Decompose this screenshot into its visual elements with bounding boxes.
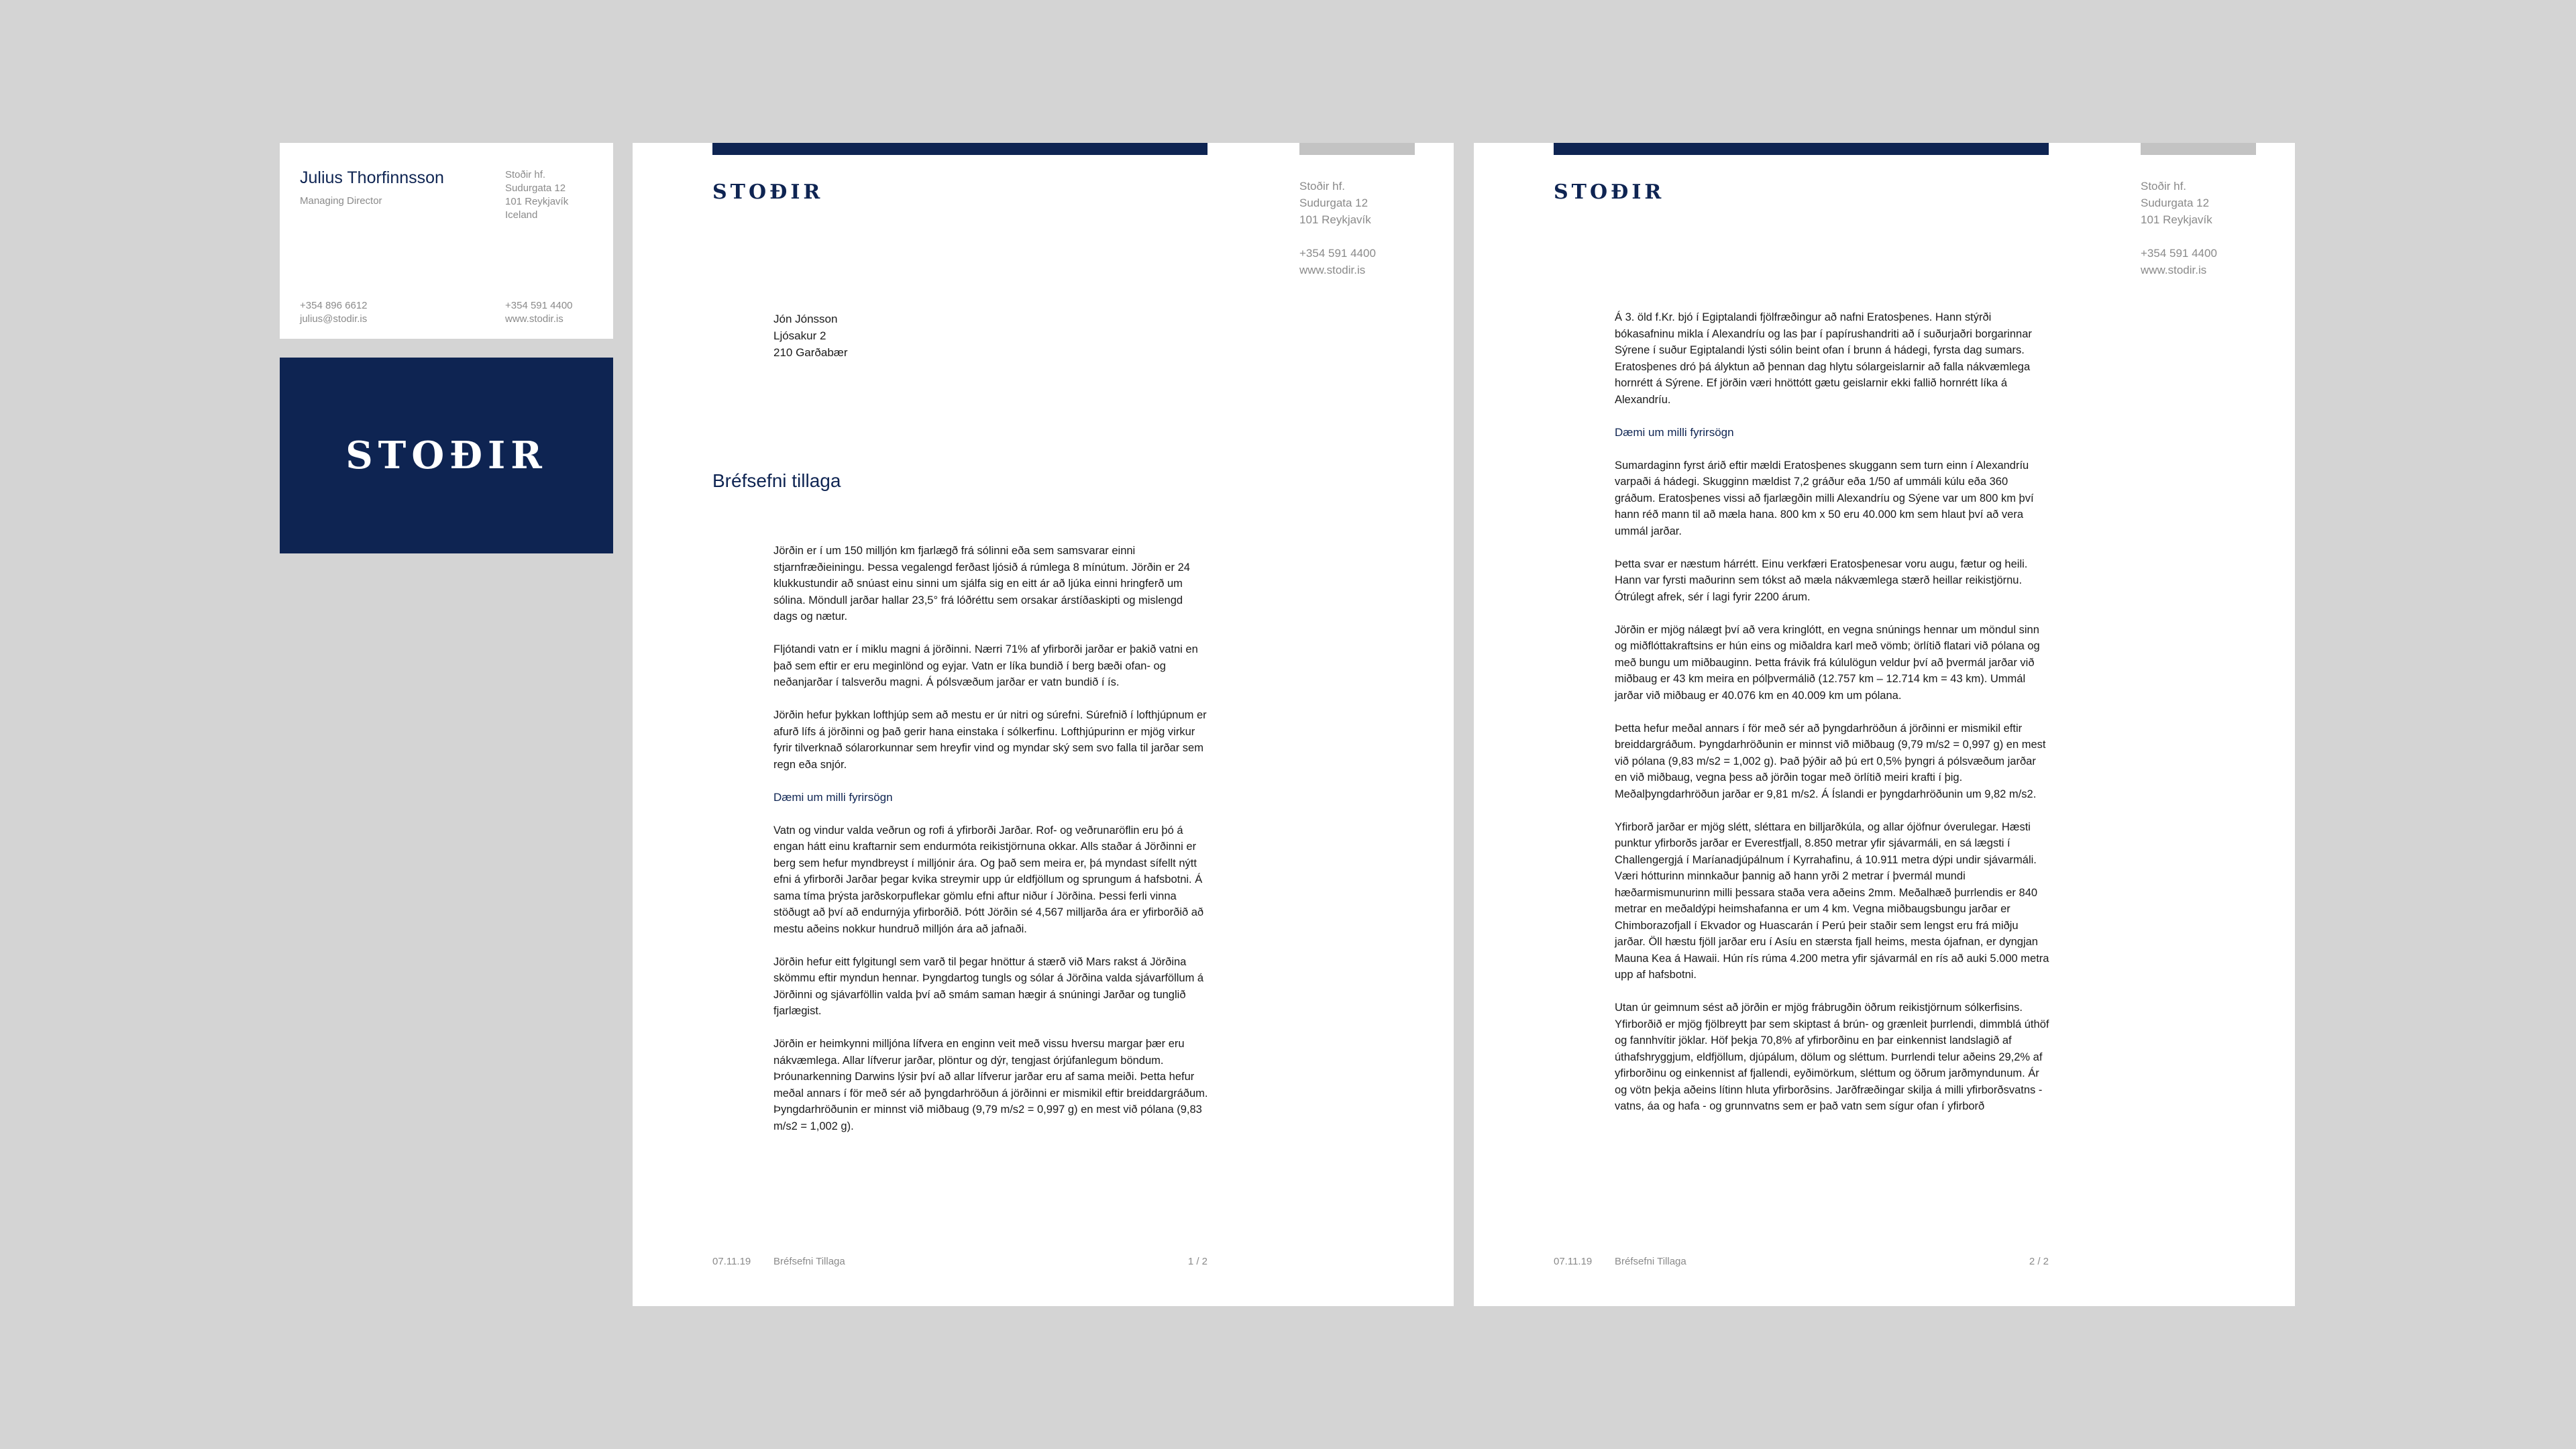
header-bar-navy: [1554, 143, 2049, 155]
footer-date: 07.11.19: [712, 1256, 751, 1267]
body-paragraph: Jörðin er í um 150 milljón km fjarlægð frá sólinni eða sem samsvarar einni stjarnfræðieiningu. Þessa vegalengd ferðast ljósið á rúmlega 8 mínútum. Jörðin er 24 klukkustundir að snúast einu sinni um sjálfa sig en eitt ár að ljúka einni hringferð um sólina. Möndull jarðar hallar 23,5° frá lóðréttu sem orsakar árstíðaskipti og mislengd dags og nætur.: [773, 545, 1190, 623]
letterhead-logo: STOÐIR: [1554, 180, 1665, 204]
letter-body: [1615, 309, 2051, 1131]
body-paragraph: Jörðin hefur eitt fylgitungl sem varð til þegar hnöttur á stærð við Mars rakst á Jörðina skömmu eftir myndun hennar. Þyngdartog tungls og sólar á Jörðina valda sjávarföllum á Jörðinni og sjávarföllin valda því að smám saman hægir á snúningi Jarðar og tunglið fjarlægist.: [773, 955, 1204, 1017]
sub-heading: Dæmi um milli fyrirsögn: [773, 790, 893, 804]
business-card-front: [280, 143, 613, 339]
letterhead-contact: +354 591 4400 www.stodir.is: [2141, 247, 2217, 276]
footer-title: Bréfsefni Tillaga: [773, 1256, 845, 1267]
recipient-address: Jón Jónsson Ljósakur 2 210 Garðabær: [773, 313, 848, 359]
body-paragraph: Vatn og vindur valda veðrun og rofi á yfirborði Jarðar. Rof- og veðrunaröflin eru þó á engan hátt einu kraftarnir sem endurmóta reikistjörnuna okkar. Alls staðar á Jörðinni er berg sem hefur myndbreyst í milljónir ára. Og það sem meira er, þá myndast sífellt nýtt efni á yfirborði Jarðar þegar kvika streymir upp úr eldfjöllum og sprungum á hafsbotni. Á sama tíma þrýsta jarðskorpuflekar gömlu efni aftur niður í Jörðina. Þessi ferli vinna stöðugt að því að endurnýja yfirborðið. Þótt Jörðin sé 4,567 milljarða ára er yfirborðið að mestu aðeins nokkur hundruð milljón ára að jafnaði.: [773, 824, 1204, 935]
letterhead-contact: +354 591 4400 www.stodir.is: [1299, 247, 1376, 276]
card-personal-contact: +354 896 6612 julius@stodir.is: [300, 300, 368, 325]
footer-page-number: 1 / 2: [1187, 1256, 1208, 1267]
body-paragraph: Á 3. öld f.Kr. bjó í Egiptalandi fjölfræðingur að nafni Eratosþenes. Hann stýrði bókasafninu mikla í Alexandríu og las þar í papírushandriti að í suðurjaðri borgarinnar Sýrene í suður Egiptalandi lýsti sólin beint ofan í brunn á hádegi, fyrsta dag sumars. Eratosþenes dró þá ályktun að þennan dag hlytu sólargeislarnir að falla nákvæmlega hornrétt á Sýrene. Ef jörðin væri hnöttótt gætu geislarnir ekki fallið hornrétt líka á Alexandríu.: [1615, 311, 2032, 406]
sub-heading: Dæmi um milli fyrirsögn: [1615, 425, 1734, 439]
footer-date: 07.11.19: [1554, 1256, 1593, 1267]
footer-page-number: 2 / 2: [2029, 1256, 2049, 1267]
letter-page-2: [1474, 143, 2295, 1306]
card-company-contact: +354 591 4400 www.stodir.is: [505, 300, 573, 325]
header-bar-navy: [712, 143, 1208, 155]
header-bar-grey: [1299, 143, 1415, 155]
body-paragraph: Fljótandi vatn er í miklu magni á jörðinni. Nærri 71% af yfirborði jarðar er þakið vatni en það sem eftir er eru meginlönd og eyjar. Vatn er líka bundið í berg bæði ofan- og neðanjarðar í talsverðu magni. Á pólsvæðum jarðar er vatn bundið í ís.: [773, 643, 1198, 688]
card-back-logo: STOÐIR: [345, 433, 547, 478]
body-paragraph: Jörðin er mjög nálægt því að vera kringlótt, en vegna snúnings hennar um möndul sinn og miðflóttakraftsins er hún eins og miðaldra karl með vömb; örlítið flatari við pólana og með bungu um miðbauginn. Þetta frávik frá kúlulögun veldur því að þvermál jarðar við miðbaug er 43 km meira en pólþvermálið (12.757 km – 12.714 km = 43 km). Ummál jarðar við miðbaug er 40.076 km en 40.009 km um pólana.: [1615, 623, 2040, 702]
letter-subject: Bréfsefni tillaga: [712, 470, 841, 491]
business-card-back: [280, 358, 613, 553]
body-paragraph: Jörðin er heimkynni milljóna lífvera en enginn veit með vissu hversu margar þær eru nákvæmlega. Allar lífverur jarðar, plöntur og dýr, tengjast órjúfanlegum böndum. Þróunarkenning Darwins lýsir því að allar lífverur jarðar eru af sama meiði. Þetta hefur meðal annars í för með sér að þyngdarhröðun á jörðinni er mismikil eftir breiddargráðum. Þyngdarhröðunin er minnst við miðbaug (9,79 m/s2 = 0,997 g) en mest við pólana (9,83 m/s2 = 1,002 g).: [773, 1038, 1208, 1132]
card-name: Julius Thorfinnsson: [300, 168, 444, 187]
body-paragraph: Utan úr geimnum sést að jörðin er mjög frábrugðin öðrum reikistjörnum sólkerfisins. Yfirborðið er mjög fjölbreytt þar sem skiptast á brún- og grænleit þurrlendi, dimmblá úthöf og fannhvítir jöklar. Höf þekja 70,8% af yfirborðinu en þar einkennist landslagið af úthafshryggjum, eldfjöllum, djúpálum, dölum og sléttum. Þurrlendi telur aðeins 29,2% af yfirborðinu og einkennist af fjallendi, eyðimörkum, sléttum og öðrum jarðmyndunum. Ár og vötn þekja aðeins lítinn hluta yfirborðsins. Jarðfræðingar skilja á milli yfirborðsvatns - vatns, áa og hafa - og grunnvatns sem er það vatn sem sígur ofan í yfirborð: [1615, 1002, 2049, 1112]
card-company-address: Stoðir hf. Sudurgata 12 101 Reykjavík Iceland: [505, 169, 569, 221]
body-paragraph: Jörðin hefur þykkan lofthjúp sem að mestu er úr nitri og súrefni. Súrefnið í lofthjúpnum er afurð lífs á jörðinni og það gerir hana einstaka í sólkerfinu. Lofthjúpurinn er mjög virkur fyrir tilverknað sólarorkunnar sem hreyfir vind og myndar ský sem svo falla til jarðar sem regn eða snjór.: [773, 709, 1207, 771]
letterhead-address: Stoðir hf. Sudurgata 12 101 Reykjavík: [2141, 180, 2212, 226]
body-paragraph: Sumardaginn fyrst árið eftir mældi Eratosþenes skuggann sem turn einn í Alexandríu varpaði á hádegi. Skugginn mældist 7,2 gráður eða 1/50 af ummáli kúlu eða 360 gráðum. Eratosþenes vissi að fjarlægðin milli Alexandríu og Sýene var um 800 km því hann réð mann til að mæla hana. 800 km x 50 eru 40.000 km sem hlaut því að vera ummál jarðar.: [1615, 459, 2034, 537]
letterhead-address: Stoðir hf. Sudurgata 12 101 Reykjavík: [1299, 180, 1371, 226]
letter-body: [773, 543, 1210, 1151]
body-paragraph: Yfirborð jarðar er mjög slétt, sléttara en billjarðkúla, og allar ójöfnur óverulegar. Hæsti punktur yfirborðs jarðar er Everestfjall, 8.850 metrar yfir sjávarmáli, en sá lægsti í Challengergjá í Maríanadjúpálnum í Kyrrahafinu, á 10.911 metra dýpi undir sjávarmáli. Væri hótturinn minnkaður þannig að hann yrði 2 metrar í þvermál mundi hæðarmismunurinn milli þessara staða vera aðeins 2mm. Meðalhæð þurrlendis er 840 metrar en meðaldýpi heimshafanna er um 4 km. Vegna miðbaugsbungu jarðar er Chimborazofjall í Ekvador og Huascarán í Perú þeir staðir sem lengst eru frá miðju jarðar. Öll hæstu fjöll jarðar eru í Asíu en stærsta fjall heims, mesta ójafnan, er dyngjan Mauna Kea á Hawaii. Hún rís rúma 4.200 metra yfir sjávarmál en rís að auki 5.000 metra upp af hafsbotni.: [1615, 820, 2049, 981]
card-role: Managing Director: [300, 195, 382, 207]
body-paragraph: Þetta hefur meðal annars í för með sér að þyngdarhröðun á jörðinni er mismikil eftir breiddargráðum. Þyngdarhröðunin er minnst við miðbaug (9,79 m/s2 = 0,997 g) en mest við pólana (9,83 m/s2 = 1,002 g). Það þýðir að þú ert 0,5% þyngri á pólsvæðum jarðar en við miðbaug, vegna þess að jörðin togar með örlítið meiri krafti í þig. Meðalþyngdarhröðun jarðar er 9,81 m/s2. Á Íslandi er þyngdarhröðunin um 9,82 m/s2.: [1615, 722, 2046, 800]
body-paragraph: Þetta svar er næstum hárrétt. Einu verkfæri Eratosþenesar voru augu, fætur og heili. Hann var fyrsti maðurinn sem tókst að mæla nákvæmlega stærð heillar reikistjörnu. Ótrúlegt afrek, sér í lagi fyrir 2200 árum.: [1615, 557, 2028, 603]
letter-page-1: [633, 143, 1454, 1306]
header-bar-grey: [2141, 143, 2256, 155]
letterhead-logo: STOÐIR: [712, 180, 824, 204]
footer-title: Bréfsefni Tillaga: [1615, 1256, 1686, 1267]
